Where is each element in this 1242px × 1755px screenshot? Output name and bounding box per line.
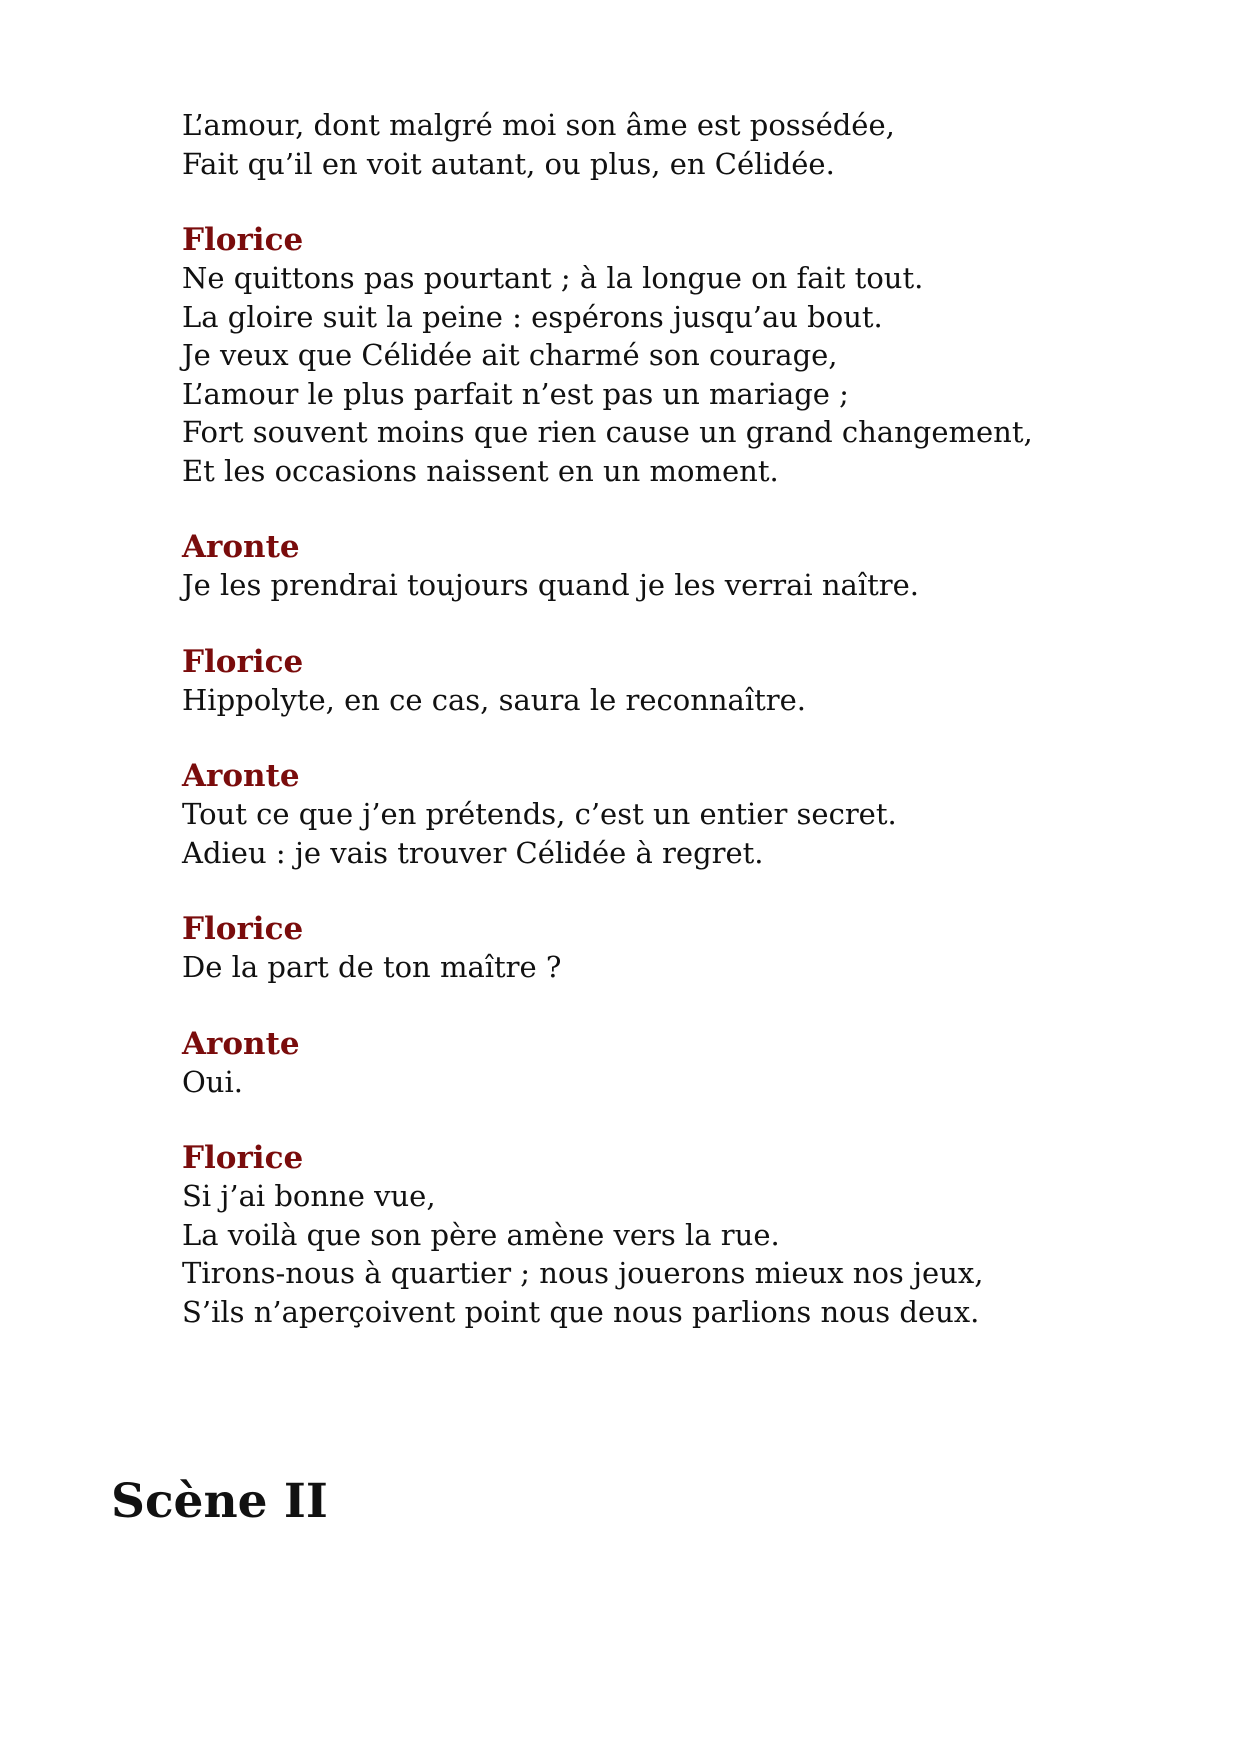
speaker-name: Florice — [182, 643, 304, 680]
verse-line: S’ils n’aperçoivent point que nous parlions nous deux. — [182, 1294, 980, 1329]
speaker-name: Aronte — [182, 758, 300, 794]
speaker-name: Florice — [182, 222, 304, 258]
dialogue-block — [182, 910, 1082, 987]
verse-line: L’amour le plus parfait n’est pas un mariage ; — [182, 376, 849, 411]
verse-line: De la part de ton maître ? — [182, 950, 562, 984]
dialogue-block — [182, 221, 1082, 490]
dialogue-block — [182, 1025, 1082, 1102]
verse-line: Je les prendrai toujours quand je les verrai naître. — [182, 568, 919, 602]
verse-line: Hippolyte, en ce cas, saura le reconnaître. — [182, 682, 807, 717]
dialogue-block — [182, 1139, 1082, 1331]
verse-line: Fort souvent moins que rien cause un grand changement, — [182, 415, 1033, 449]
verse-line: L’amour, dont malgré moi son âme est possédée, — [182, 108, 895, 142]
dialogue-block — [182, 757, 1082, 872]
dialogue-continuation — [182, 106, 1082, 183]
verse-line: Ne quittons pas pourtant ; à la longue on fait tout. — [182, 261, 924, 295]
play-text — [182, 106, 1082, 1369]
verse-line: Tirons-nous à quartier ; nous jouerons mieux nos jeux, — [182, 1256, 984, 1290]
verse-line: La voilà que son père amène vers la rue. — [182, 1217, 780, 1252]
dialogue-block — [182, 643, 1082, 720]
speaker-name: Aronte — [182, 529, 300, 565]
dialogue-block — [182, 528, 1082, 605]
speaker-name: Florice — [182, 911, 304, 947]
verse-line: Je veux que Célidée ait charmé son courage, — [182, 338, 838, 372]
verse-line: Oui. — [182, 1064, 243, 1099]
verse-line: Fait qu’il en voit autant, ou plus, en Célidée. — [182, 146, 835, 181]
speaker-name: Florice — [182, 1140, 304, 1176]
verse-line: Si j’ai bonne vue, — [182, 1179, 436, 1213]
speaker-name: Aronte — [182, 1025, 300, 1062]
verse-line: Et les occasions naissent en un moment. — [182, 453, 779, 488]
scene-heading: Scène II — [111, 1474, 328, 1529]
verse-line: La gloire suit la peine : espérons jusqu’au bout. — [182, 299, 883, 334]
verse-line: Tout ce que j’en prétends, c’est un entier secret. — [182, 797, 897, 831]
verse-line: Adieu : je vais trouver Célidée à regret. — [182, 835, 764, 870]
